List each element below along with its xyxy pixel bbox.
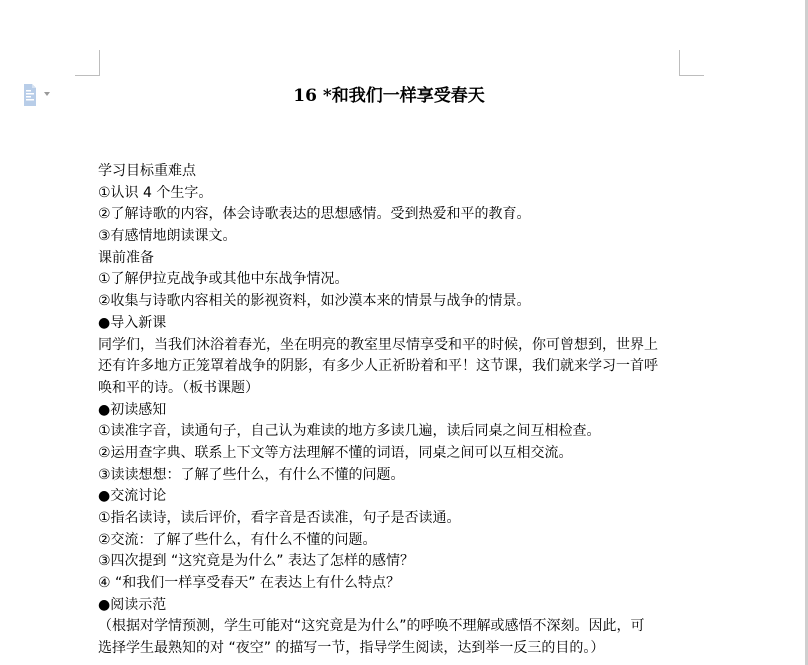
first-read-item: ③读读想想：了解了些什么，有什么不懂的问题。 xyxy=(98,466,405,483)
goals-heading: 学习目标重难点 xyxy=(98,163,196,179)
intro-heading: ●导入新课 xyxy=(98,314,167,331)
discussion-item: ③四次提到 “这究竟是为什么” 表达了怎样的感情？ xyxy=(98,553,414,570)
intro-paragraph-line: 同学们，当我们沐浴着春光，坐在明亮的教室里尽情享受和平的时候，你可曾想到，世界上 xyxy=(98,336,658,353)
demo-paragraph-line: 选择学生最熟知的对 “夜空” 的描写一节，指导学生阅读，达到举一反三的目的。） xyxy=(98,640,605,657)
discussion-item: ②交流：了解了些什么，有什么不懂的问题。 xyxy=(98,531,377,548)
discussion-item: ①指名读诗，读后评价，看字音是否读准，句子是否读通。 xyxy=(98,510,461,526)
goal-item: ①认识 4 个生字。 xyxy=(98,184,213,201)
first-read-heading: ●初读感知 xyxy=(98,401,167,418)
intro-paragraph-line: 还有许多地方正笼罩着战争的阴影，有多少人正祈盼着和平！这节课，我们就来学习一首呼 xyxy=(98,358,658,375)
first-read-item: ①读准字音，读通句子，自己认为难读的地方多读几遍，读后同桌之间互相检查。 xyxy=(98,423,601,440)
discussion-item: ④ “和我们一样享受春天” 在表达上有什么特点？ xyxy=(98,575,400,592)
demo-paragraph-line: （根据对学情预测，学生可能对“这究竟是为什么”的呼唤不理解或感悟不深刻。因此，可 xyxy=(98,618,645,635)
top-right-margin-mark xyxy=(679,50,704,76)
prep-item: ②收集与诗歌内容相关的影视资料，如沙漠本来的情景与战争的情景。 xyxy=(98,293,531,310)
prep-item: ①了解伊拉克战争或其他中东战争情况。 xyxy=(98,271,349,288)
prep-heading: 课前准备 xyxy=(98,249,154,266)
demo-heading: ●阅读示范 xyxy=(98,596,167,613)
document-icon xyxy=(24,84,36,106)
top-left-margin-mark xyxy=(75,50,100,76)
goal-item: ③有感情地朗读课文。 xyxy=(98,228,237,245)
document-title: 16 *和我们一样享受春天 xyxy=(293,86,485,106)
discussion-heading: ●交流讨论 xyxy=(98,488,167,505)
intro-paragraph-line: 唤和平的诗。（板书课题） xyxy=(98,379,259,396)
chevron-down-icon xyxy=(44,92,50,96)
goal-item: ②了解诗歌的内容，体会诗歌表达的思想感情。受到热爱和平的教育。 xyxy=(98,206,531,223)
document-body xyxy=(98,161,688,660)
first-read-item: ②运用查字典、联系上下文等方法理解不懂的词语，同桌之间可以互相交流。 xyxy=(98,444,573,461)
paragraph-options-button[interactable] xyxy=(24,84,64,108)
